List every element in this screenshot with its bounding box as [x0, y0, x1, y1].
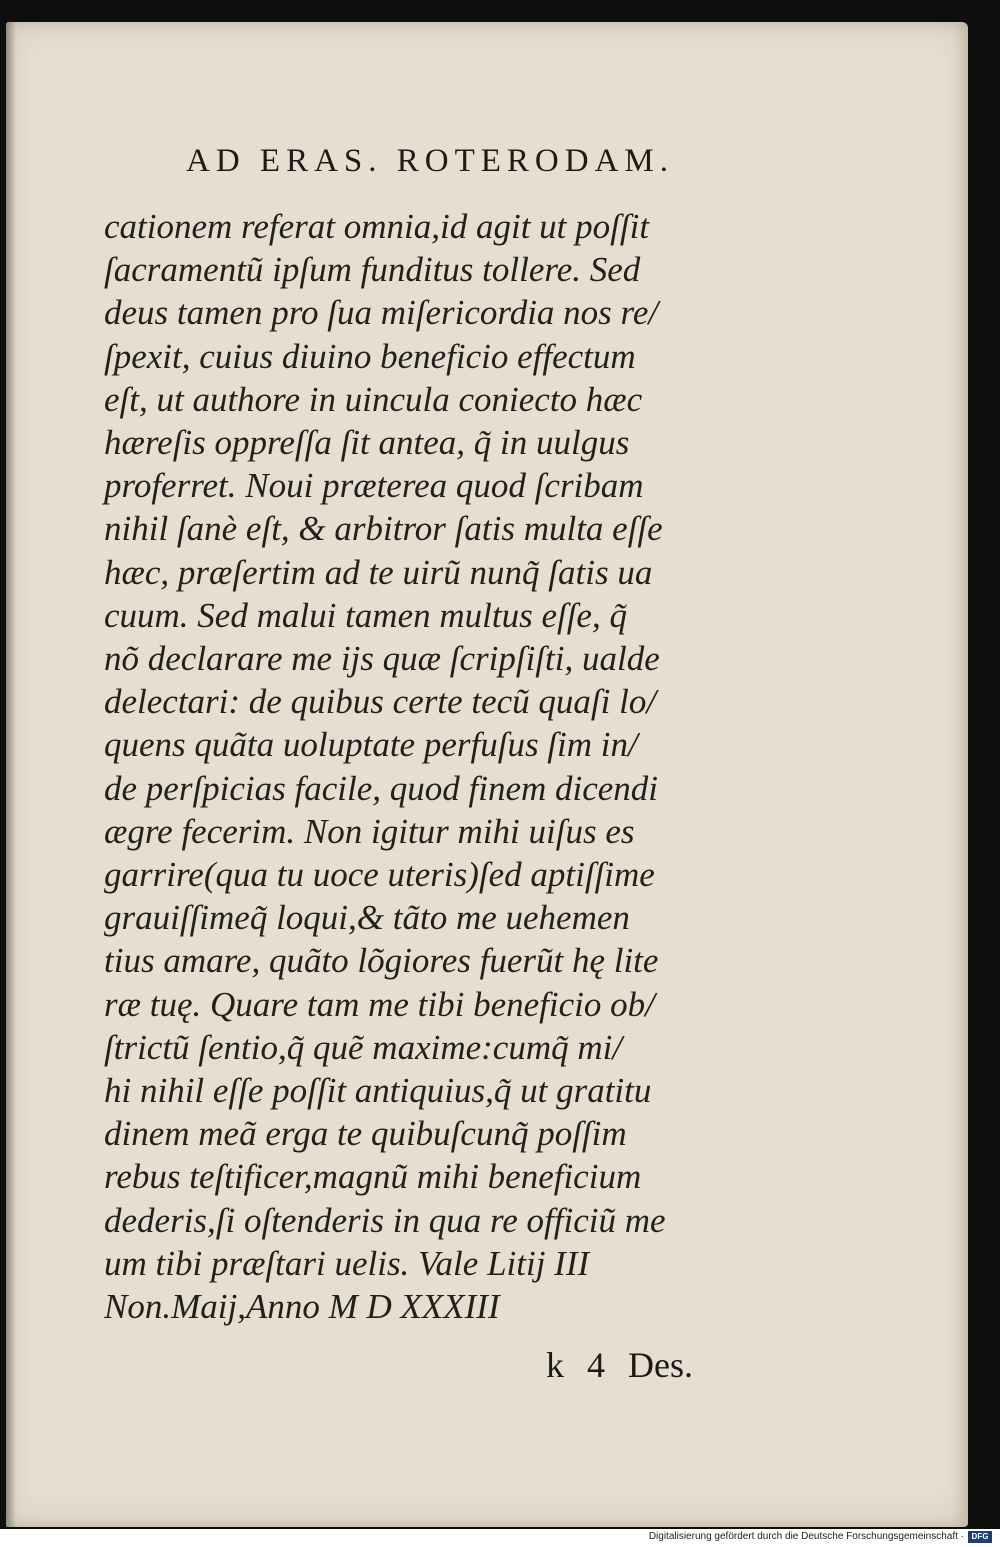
text-line: cationem referat omnia,id agit ut poſſit [104, 207, 650, 246]
page-gutter-shadow [6, 22, 16, 1527]
text-line: dinem meã erga te quibuſcunq̃ poſſim [104, 1114, 627, 1154]
text-line: deus tamen pro ſua miſericordia nos re/ [104, 293, 659, 333]
text-line: nihil ſanè eſt, & arbitror ſatis multa eſſe [104, 509, 663, 549]
text-line: cuum. Sed malui tamen multus eſſe, q̃ [104, 595, 627, 635]
text-line: hæc, præſertim ad te uirũ nunq̃ ſatis ua [104, 552, 653, 592]
text-line: proferret. Noui præterea quod ſcribam [104, 466, 644, 506]
text-line: hi nihil eſſe poſſit antiquius,q̃ ut gratitu [104, 1071, 652, 1111]
text-line: ægre fecerim. Non igitur mihi uiſus es [104, 811, 635, 851]
text-line: hæreſis oppreſſa ſit antea, q̃ in uulgus [104, 423, 630, 463]
text-line: quens quãta uoluptate perfuſus ſim in/ [104, 725, 638, 765]
text-line: nõ declarare me ijs quæ ſcripſiſti, ualde [104, 639, 660, 679]
text-line: delectari: de quibus certe tecũ quaſi lo/ [104, 682, 657, 722]
text-line: ſtrictũ ſentio,q̃ quẽ maxime:cumq̃ mi/ [104, 1027, 623, 1067]
text-line: ræ tuę. Quare tam me tibi beneficio ob/ [104, 984, 655, 1024]
text-line: eſt, ut authore in uincula coniecto hæc [104, 379, 643, 419]
running-head: AD ERAS. ROTERODAM. [186, 143, 675, 179]
dfg-logo[interactable]: DFG [968, 1531, 992, 1543]
text-line: ſpexit, cuius diuino beneficio effectum [104, 336, 636, 376]
letter-text [104, 205, 784, 1328]
text-line: grauiſſimeq̃ loqui,& tãto me uehemen [104, 898, 630, 938]
text-line: dederis,ſi oſtenderis in qua re officiũ me [104, 1200, 666, 1240]
funding-credit: Digitalisierung gefördert durch die Deutsche Forschungsgemeinschaft · [648, 1531, 964, 1542]
text-line: rebus teſtificer,magnũ mihi beneficium [104, 1157, 642, 1197]
text-line: tius amare, quãto lõgiores fuerũt hę lite [104, 941, 659, 981]
text-line: garrire(qua tu uoce uteris)ſed aptiſſime [104, 855, 655, 895]
text-line: ſacramentũ ipſum funditus tollere. Sed [104, 250, 641, 290]
text-line: um tibi præſtari uelis. Vale Litij III [104, 1243, 590, 1283]
text-line: de perſpicias facile, quod finem dicendi [104, 768, 659, 808]
signature-catchword: k 4 Des. [546, 1345, 693, 1385]
text-line: Non.Maij,Anno M D XXXIII [104, 1287, 500, 1327]
